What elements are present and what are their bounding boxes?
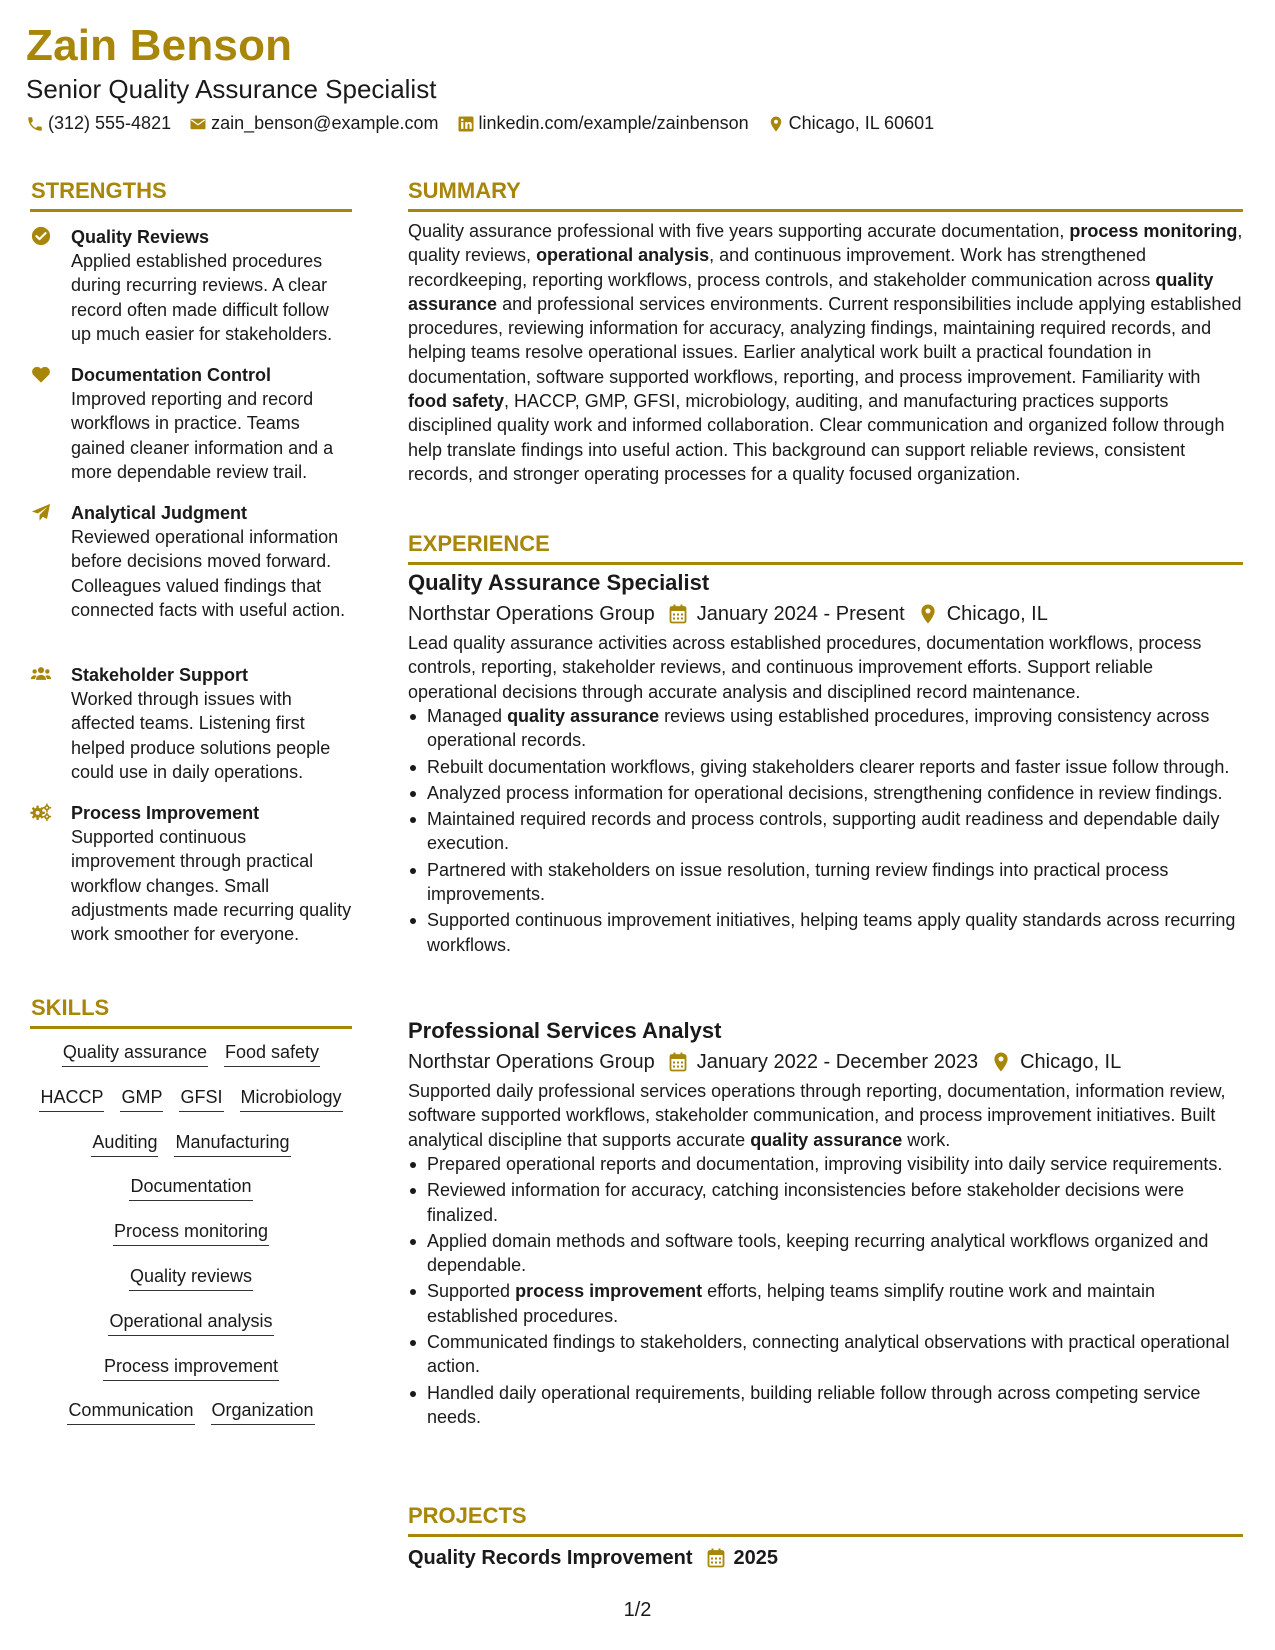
- skills-rule: [30, 1026, 352, 1029]
- skill-tag: GFSI: [179, 1085, 223, 1112]
- strength-title: Process Improvement: [71, 803, 260, 823]
- project-item: [408, 1545, 778, 1571]
- page-number: 1/2: [623, 1599, 652, 1621]
- job-bullet: Applied domain methods and software tools, keeping recurring analytical workflows organized and dependable.: [408, 1229, 1243, 1278]
- calendar-icon: [669, 1052, 687, 1072]
- contact-bar: [26, 113, 952, 134]
- skills-heading: SKILLS: [31, 995, 110, 1020]
- experience-heading: EXPERIENCE: [408, 531, 550, 556]
- job-company: Northstar Operations Group: [408, 603, 655, 625]
- contact-phone-text: (312) 555-4821: [48, 113, 172, 133]
- bold-keyword: operational analysis: [536, 245, 710, 266]
- skill-tag: Organization: [211, 1398, 315, 1425]
- contact-email-text: zain_benson@example.com: [211, 113, 439, 133]
- calendar-icon: [669, 604, 687, 624]
- skills-row: [30, 1219, 352, 1264]
- job-title: Quality Assurance Specialist: [408, 570, 710, 595]
- job-bullet: Reviewed information for accuracy, catching inconsistencies before stakeholder decisions were finalized.: [408, 1178, 1243, 1227]
- calendar-icon: [707, 1548, 725, 1568]
- skill-tag: Microbiology: [240, 1085, 343, 1112]
- skill-tag: Operational analysis: [108, 1309, 273, 1336]
- strength-item: [30, 501, 352, 622]
- project-year: 2025: [733, 1547, 779, 1569]
- bold-keyword: quality assurance: [507, 706, 660, 726]
- contact-phone[interactable]: [26, 113, 171, 134]
- skill-tag: Process improvement: [103, 1354, 279, 1381]
- summary-rule: [408, 209, 1243, 212]
- skills-row: [30, 1398, 352, 1443]
- strength-title: Documentation Control: [71, 365, 271, 385]
- skills-row: [30, 1309, 352, 1354]
- strength-title: Quality Reviews: [71, 227, 210, 247]
- job-meta: [408, 1049, 1121, 1075]
- strengths-rule: [30, 209, 352, 212]
- job-bullet: Maintained required records and process controls, supporting audit readiness and dependable daily execution.: [408, 807, 1243, 856]
- job-bullet: Supported continuous improvement initiatives, helping teams apply quality standards across recurring workflows.: [408, 908, 1243, 957]
- strength-title: Stakeholder Support: [71, 665, 249, 685]
- skill-tag: Auditing: [91, 1130, 158, 1157]
- candidate-name: Zain Benson: [26, 21, 293, 70]
- bold-keyword: process improvement: [515, 1281, 703, 1302]
- strength-description: Improved reporting and record workflows in practice. Teams gained cleaner information and a more dependable review trail.: [71, 389, 334, 482]
- strength-description: Applied established procedures during recurring reviews. A clear record often made difficult follow up much easier for stakeholders.: [71, 251, 333, 344]
- bold-keyword: quality assurance: [408, 269, 1214, 314]
- skills-row: [30, 1040, 352, 1085]
- job-bullet: Rebuilt documentation workflows, giving stakeholders clearer reports and faster issue follow through.: [408, 755, 1243, 779]
- job-bullet: Prepared operational reports and documentation, improving visibility into daily service requirements.: [408, 1152, 1243, 1176]
- skill-tag: Quality assurance: [62, 1040, 208, 1067]
- job-dates: January 2022 - December 2023: [696, 1051, 979, 1073]
- strength-item: [30, 801, 352, 946]
- heart-icon: [30, 364, 52, 384]
- job-bullet: Handled daily operational requirements, building reliable follow through across competing service needs.: [408, 1381, 1243, 1430]
- projects-heading: PROJECTS: [408, 1503, 527, 1528]
- skill-tag: Quality reviews: [129, 1264, 253, 1291]
- job-dates: January 2024 - Present: [696, 603, 905, 625]
- strength-description: Worked through issues with affected teams. Listening first helped produce solutions people could use in daily operations.: [71, 689, 331, 782]
- bold-keyword: food safety: [408, 391, 505, 412]
- map-pin-icon: [919, 604, 937, 624]
- skills-row: [30, 1264, 352, 1309]
- skills-row: [30, 1085, 352, 1130]
- summary-text: Quality assurance professional with five years supporting accurate documentation, process monitoring, quality reviews, operational analysis, and continuous improvement. Work has strengthened recordkeeping, reporting workflows, process controls, and stakeholder communication across quality assurance and professional services environments. Current responsibilities include applying established procedures, reviewing information for accuracy, analyzing findings, maintaining required records, and helping teams resolve operational issues. Earlier analytical work built a practical foundation in documentation, software supported workflows, reporting, and process improvement. Familiarity with food safety, HACCP, GMP, GFSI, microbiology, auditing, and manufacturing practices supports disciplined quality work and informed collaboration. Clear communication and organized follow through help translate findings into useful action. This background can support reliable reviews, consistent records, and stronger operating processes for a quality focused organization.: [408, 221, 1243, 484]
- strengths-heading: STRENGTHS: [31, 178, 167, 203]
- skill-tag: Process monitoring: [113, 1219, 269, 1246]
- bold-keyword: quality assurance: [750, 1129, 903, 1150]
- phone-icon: [26, 115, 44, 133]
- contact-email[interactable]: [189, 113, 438, 134]
- job-bullet: Analyzed process information for operational decisions, strengthening confidence in review findings.: [408, 781, 1243, 805]
- skill-tag: Food safety: [224, 1040, 320, 1067]
- contact-location-text: Chicago, IL 60601: [788, 113, 935, 133]
- skill-tag: Communication: [67, 1398, 194, 1425]
- map-pin-icon: [767, 115, 785, 133]
- job-bullets: [408, 704, 1243, 959]
- skill-tag: Documentation: [129, 1174, 252, 1201]
- job-location: Chicago, IL: [946, 603, 1048, 625]
- skills-row: [30, 1130, 352, 1175]
- strength-description: Reviewed operational information before decisions moved forward. Colleagues valued findings that connected facts with useful action.: [71, 527, 346, 620]
- job-bullet: Managed quality assurance reviews using established procedures, improving consistency across operational records.: [408, 704, 1243, 753]
- job-description: Supported daily professional services operations through reporting, documentation, information review, software supported workflows, stakeholder communication, and process improvement initiatives. Built analytical discipline that supports accurate quality assurance work.: [408, 1081, 1226, 1150]
- job-bullet: Partnered with stakeholders on issue resolution, turning review findings into practical process improvements.: [408, 858, 1243, 907]
- strength-title: Analytical Judgment: [71, 503, 248, 523]
- users-icon: [30, 664, 52, 684]
- job-description: Lead quality assurance activities across established procedures, documentation workflows, process controls, reporting, stakeholder reviews, and continuous improvement efforts. Support reliable operational decisions through accurate analysis and disciplined record maintenance.: [408, 633, 1202, 702]
- bold-keyword: process monitoring: [1069, 221, 1238, 241]
- map-pin-icon: [992, 1052, 1010, 1072]
- skills-list: [30, 1040, 352, 1443]
- skills-row: [30, 1354, 352, 1399]
- paper-plane-icon: [30, 502, 52, 522]
- summary-heading: SUMMARY: [408, 178, 521, 203]
- projects-rule: [408, 1534, 1243, 1537]
- strength-item: [30, 225, 352, 346]
- gears-icon: [30, 802, 52, 822]
- job-bullet: Supported process improvement efforts, helping teams simplify routine work and maintain established procedures.: [408, 1279, 1243, 1328]
- skills-row: [30, 1174, 352, 1219]
- strength-description: Supported continuous improvement through practical workflow changes. Small adjustments made recurring quality work smoother for everyone.: [71, 827, 352, 945]
- job-company: Northstar Operations Group: [408, 1051, 655, 1073]
- strength-item: [30, 363, 352, 484]
- experience-rule: [408, 562, 1243, 565]
- linkedin-icon: [457, 115, 475, 133]
- check-circle-icon: [30, 226, 52, 246]
- candidate-role: Senior Quality Assurance Specialist: [26, 74, 437, 104]
- contact-linkedin-text: linkedin.com/example/zainbenson: [478, 113, 749, 133]
- envelope-icon: [189, 115, 207, 133]
- job-bullets: [408, 1152, 1243, 1431]
- skill-tag: GMP: [120, 1085, 163, 1112]
- project-title: Quality Records Improvement: [408, 1547, 693, 1569]
- job-title: Professional Services Analyst: [408, 1018, 722, 1043]
- strength-item: [30, 663, 352, 784]
- contact-location: [767, 113, 934, 134]
- skill-tag: HACCP: [39, 1085, 104, 1112]
- contact-linkedin[interactable]: [457, 113, 749, 134]
- job-meta: [408, 601, 1048, 627]
- skill-tag: Manufacturing: [174, 1130, 290, 1157]
- job-bullet: Communicated findings to stakeholders, connecting analytical observations with practical operational action.: [408, 1330, 1243, 1379]
- job-location: Chicago, IL: [1020, 1051, 1122, 1073]
